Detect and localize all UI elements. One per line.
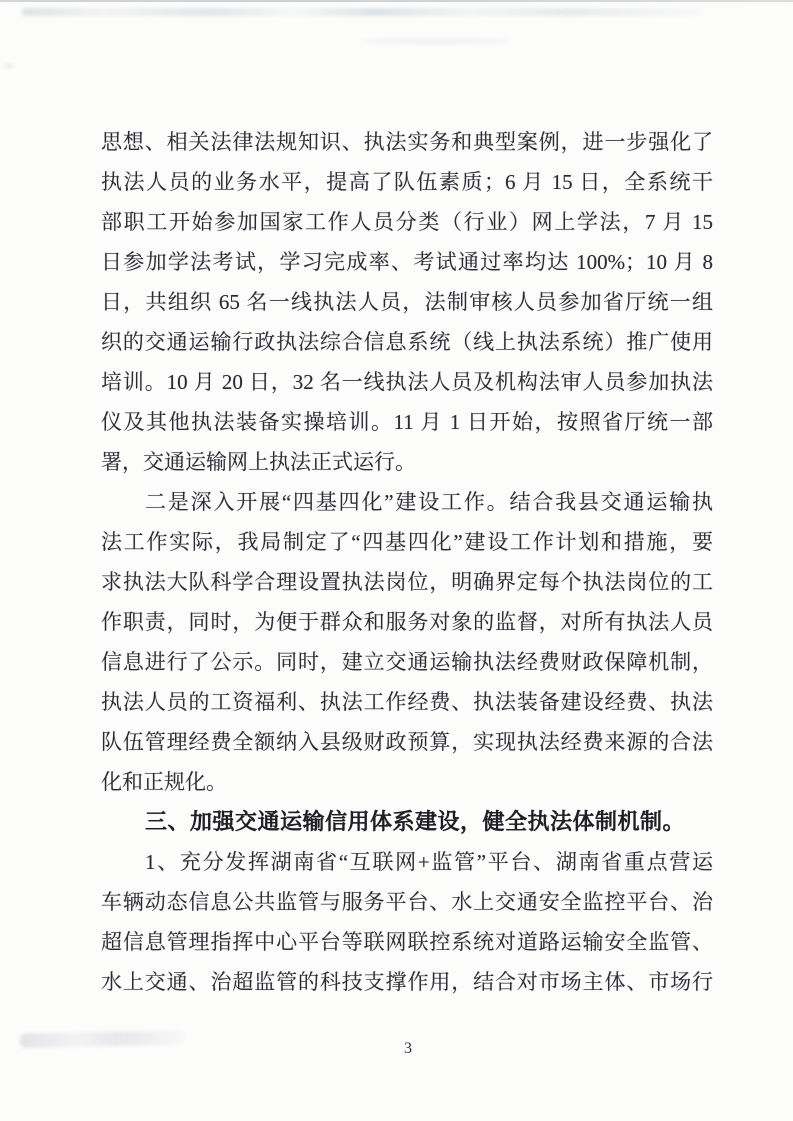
scan-speck-left: [4, 64, 14, 68]
text-line: 信息进行了公示。同时，建立交通运输执法经费财政保障机制，: [101, 650, 713, 674]
text-line: 署，交通运输网上执法正式运行。: [101, 450, 416, 474]
document-body: [101, 122, 713, 1002]
text-line: 仪及其他执法装备实操培训。11 月 1 日开始，按照省厅统一部: [101, 410, 713, 434]
text-line: 1、充分发挥湖南省“互联网+监管”平台、湖南省重点营运: [145, 850, 713, 874]
text-line: 执法人员的工资福利、执法工作经费、执法装备建设经费、执法: [101, 690, 713, 714]
text-line: 思想、相关法律法规知识、执法实务和典型案例，进一步强化了: [101, 130, 713, 154]
text-line: 执法人员的业务水平，提高了队伍素质；6 月 15 日，全系统干: [101, 170, 713, 194]
scan-smudge-top: [22, 8, 702, 16]
text-line: 部职工开始参加国家工作人员分类（行业）网上学法，7 月 15: [101, 210, 713, 234]
scan-top-edge-artifact: [0, 0, 793, 2]
text-line: 作职责，同时，为便于群众和服务对象的监督，对所有执法人员: [101, 610, 713, 634]
paragraph: [101, 842, 713, 1002]
page-number: 3: [404, 1040, 412, 1057]
text-line: 培训。10 月 20 日，32 名一线执法人员及机构法审人员参加执法: [101, 370, 713, 394]
text-line: 日参加学法考试，学习完成率、考试通过率均达 100%；10 月 8: [101, 250, 713, 274]
scan-smudge-top-secondary: [360, 38, 510, 44]
paragraph: [101, 122, 713, 482]
text-line: 日，共组织 65 名一线执法人员，法制审核人员参加省厅统一组: [101, 290, 713, 314]
section-heading: [101, 802, 713, 842]
text-line: 队伍管理经费全额纳入县级财政预算，实现执法经费来源的合法: [101, 730, 713, 754]
text-line: 织的交通运输行政执法综合信息系统（线上执法系统）推广使用: [101, 330, 713, 354]
text-line: 二是深入开展“四基四化”建设工作。结合我县交通运输执: [145, 490, 713, 514]
text-line: 三、加强交通运输信用体系建设，健全执法体制机制。: [145, 809, 686, 834]
paragraph: [101, 482, 713, 802]
text-line: 超信息管理指挥中心平台等联网联控系统对道路运输安全监管、: [101, 930, 713, 954]
text-line: 法工作实际，我局制定了“四基四化”建设工作计划和措施，要: [101, 530, 713, 554]
text-line: 求执法大队科学合理设置执法岗位，明确界定每个执法岗位的工: [101, 570, 713, 594]
scan-smudge-bottom-left: [20, 1030, 185, 1047]
text-line: 车辆动态信息公共监管与服务平台、水上交通安全监控平台、治: [101, 890, 713, 914]
text-line: 化和正规化。: [101, 770, 227, 794]
text-line: 水上交通、治超监管的科技支撑作用，结合对市场主体、市场行: [101, 970, 713, 994]
